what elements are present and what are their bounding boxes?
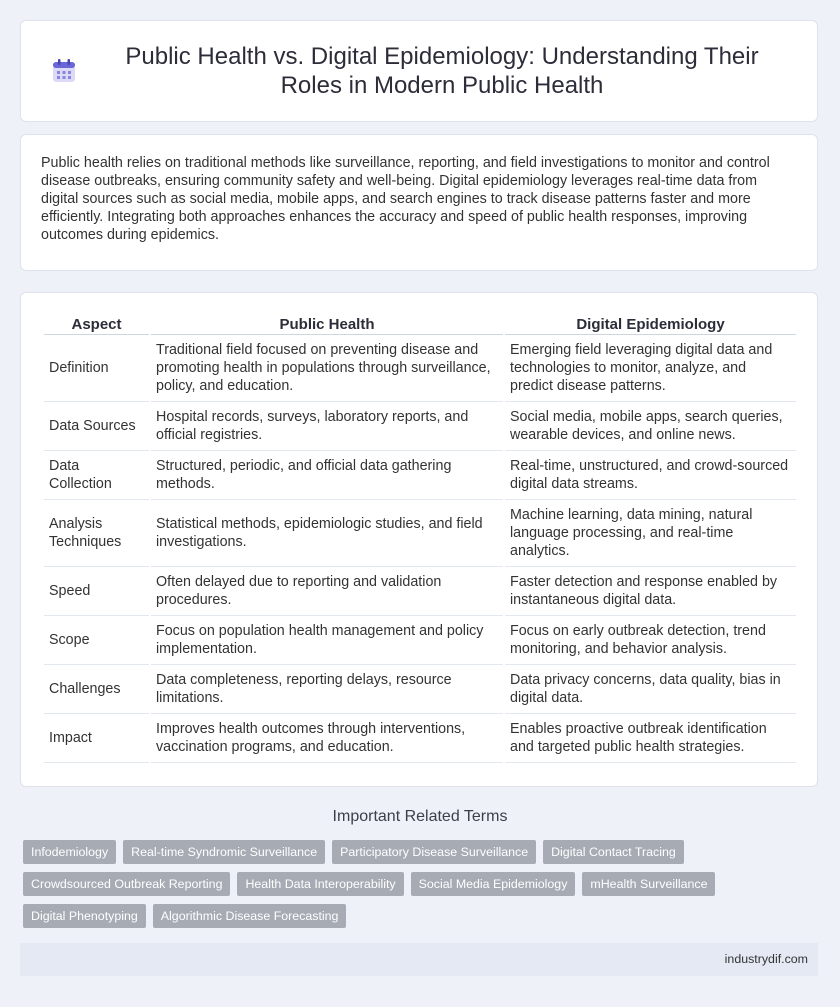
table-row [44,451,796,500]
calendar-icon [51,58,77,84]
comparison-table [42,314,798,763]
comparison-table-card [20,292,818,787]
related-term-tag[interactable]: Participatory Disease Surveillance [332,840,536,864]
related-term-tag[interactable]: mHealth Surveillance [582,872,715,896]
cell-aspect: Scope [44,616,149,665]
cell-digital-epidemiology: Emerging field leveraging digital data and technologies to monitor, analyze, and predict disease patterns. [505,335,796,402]
table-row [44,665,796,714]
cell-public-health: Often delayed due to reporting and validation procedures. [151,567,503,616]
table-row [44,616,796,665]
cell-public-health: Focus on population health management and policy implementation. [151,616,503,665]
intro-card [20,134,818,271]
related-term-tag[interactable]: Real-time Syndromic Surveillance [123,840,325,864]
table-row [44,500,796,567]
cell-digital-epidemiology: Faster detection and response enabled by instantaneous digital data. [505,567,796,616]
related-terms-list [23,840,823,928]
table-row [44,714,796,763]
related-term-tag[interactable]: Infodemiology [23,840,116,864]
related-term-tag[interactable]: Health Data Interoperability [237,872,403,896]
cell-public-health: Statistical methods, epidemiologic studies, and field investigations. [151,500,503,567]
cell-public-health: Structured, periodic, and official data gathering methods. [151,451,503,500]
cell-public-health: Data completeness, reporting delays, resource limitations. [151,665,503,714]
footer-site-link[interactable]: industrydif.com [724,952,808,966]
cell-digital-epidemiology: Real-time, unstructured, and crowd-sourced digital data streams. [505,451,796,500]
cell-aspect: Analysis Techniques [44,500,149,567]
title-card [20,20,818,122]
cell-aspect: Definition [44,335,149,402]
cell-aspect: Speed [44,567,149,616]
related-term-tag[interactable]: Algorithmic Disease Forecasting [153,904,347,928]
header-aspect: Aspect [44,314,149,335]
table-row [44,335,796,402]
related-term-tag[interactable]: Crowdsourced Outbreak Reporting [23,872,230,896]
page-title: Public Health vs. Digital Epidemiology: Understanding Their Roles in Modern Public Health [125,43,759,99]
related-term-tag[interactable]: Digital Phenotyping [23,904,146,928]
footer [20,943,818,976]
related-term-tag[interactable]: Social Media Epidemiology [411,872,576,896]
cell-aspect: Data Sources [44,402,149,451]
table-row [44,402,796,451]
cell-aspect: Data Collection [44,451,149,500]
cell-digital-epidemiology: Data privacy concerns, data quality, bias in digital data. [505,665,796,714]
cell-public-health: Hospital records, surveys, laboratory reports, and official registries. [151,402,503,451]
header-digital-epidemiology: Digital Epidemiology [505,314,796,335]
header-public-health: Public Health [151,314,503,335]
table-header-row [44,314,796,335]
related-term-tag[interactable]: Digital Contact Tracing [543,840,684,864]
cell-public-health: Traditional field focused on preventing disease and promoting health in populations through surveillance, policy, and education. [151,335,503,402]
cell-aspect: Challenges [44,665,149,714]
cell-digital-epidemiology: Enables proactive outbreak identification and targeted public health strategies. [505,714,796,763]
cell-digital-epidemiology: Machine learning, data mining, natural language processing, and real-time analytics. [505,500,796,567]
related-terms-heading: Important Related Terms [332,808,508,825]
table-row [44,567,796,616]
cell-digital-epidemiology: Focus on early outbreak detection, trend monitoring, and behavior analysis. [505,616,796,665]
cell-aspect: Impact [44,714,149,763]
cell-digital-epidemiology: Social media, mobile apps, search queries, wearable devices, and online news. [505,402,796,451]
intro-paragraph: Public health relies on traditional methods like surveillance, reporting, and field investigations to monitor and control disease outbreaks, ensuring community safety and well-being. Digital epidemiology leverages real-time data from digital sources such as social media, mobile apps, and search engines to track disease patterns faster and more efficiently. Integrating both approaches enhances the accuracy and speed of public health responses, improving outcomes during epidemics. [41,155,770,243]
cell-public-health: Improves health outcomes through interventions, vaccination programs, and education. [151,714,503,763]
